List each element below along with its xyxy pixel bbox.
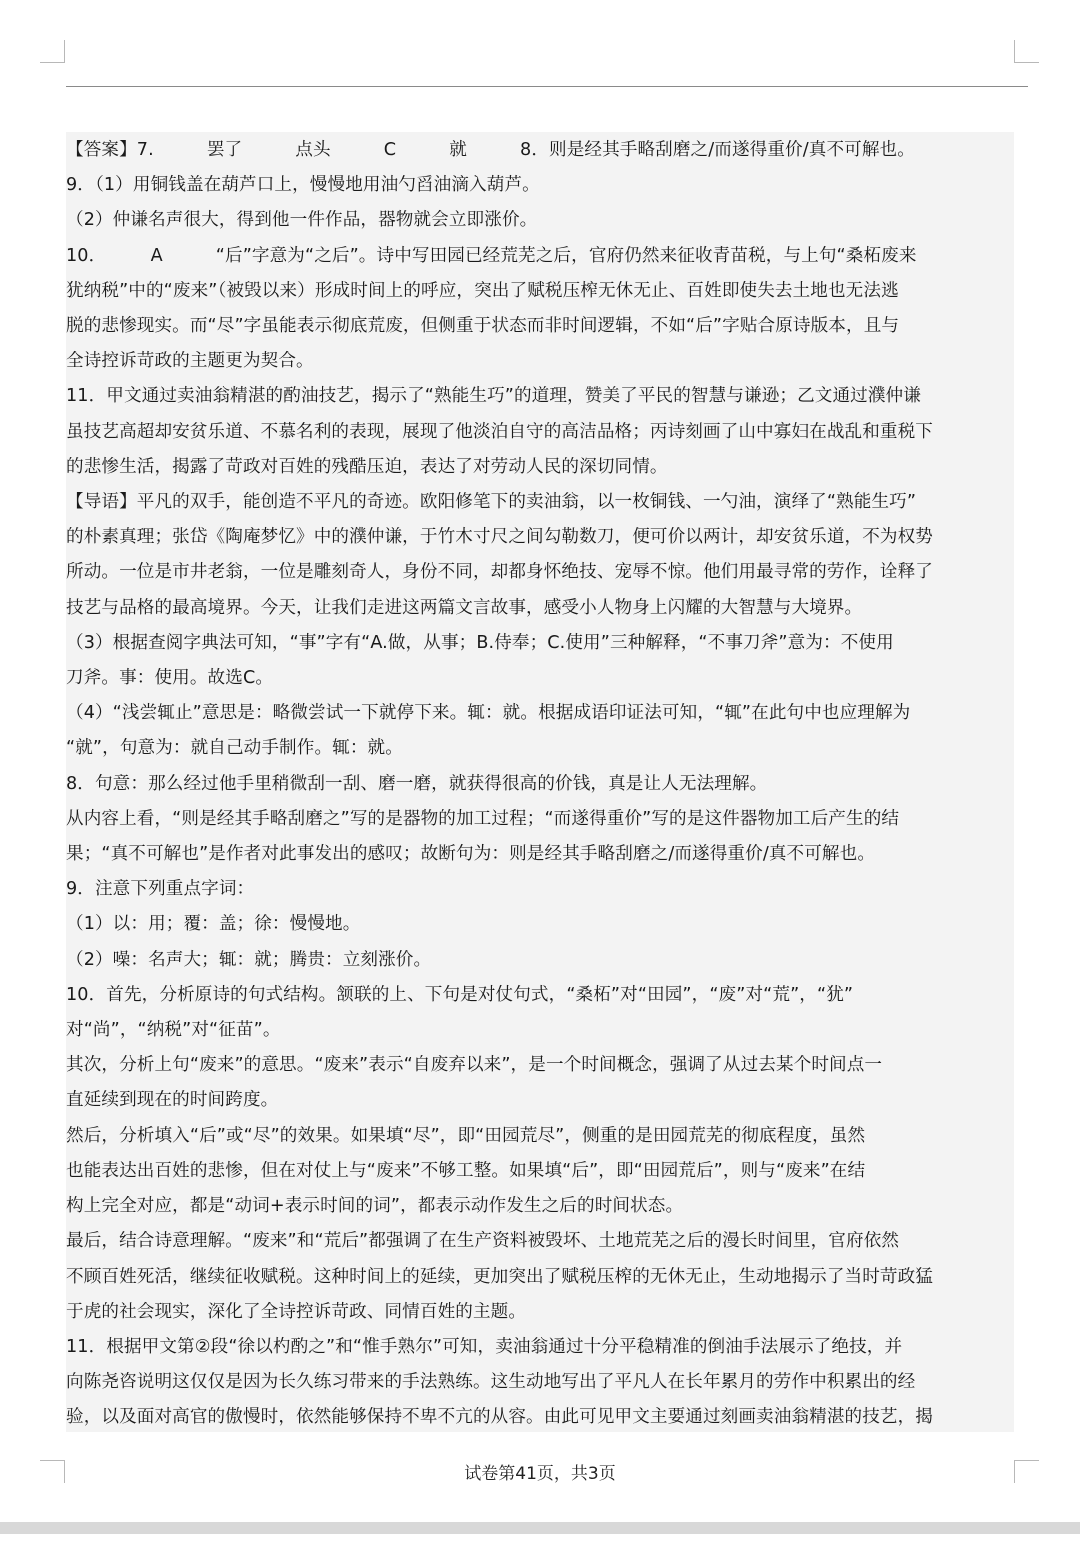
header-rule	[66, 86, 1028, 87]
text-line: 向陈尧咨说明这仅仅是因为长久练习带来的手法熟练。这生动地写出了平凡人在长年累月的劳作中积累出的经	[66, 1372, 916, 1393]
text-line: 不顾百姓死活，继续征收赋税。这种时间上的延续，更加突出了赋税压榨的无休无止，生动地揭示了当时苛政猛	[66, 1266, 933, 1287]
text-line: 11．甲文通过卖油翁精湛的酌油技艺，揭示了“熟能生巧”的道理，赞美了平民的智慧与谦逊；乙文通过濮仲谦	[66, 386, 921, 407]
text-line: 【导语】平凡的双手，能创造不平凡的奇迹。欧阳修笔下的卖油翁，以一枚铜钱、一勺油，演绎了“熟能生巧”	[66, 492, 917, 513]
text-line: 构上完全对应，都是“动词+表示时间的词”，都表示动作发生之后的时间状态。	[66, 1196, 684, 1217]
text-line: 直延续到现在的时间跨度。	[66, 1090, 279, 1111]
text-line: （2）噪：名声大；辄：就；腾贵：立刻涨价。	[66, 949, 432, 970]
page-bottom-band	[0, 1522, 1080, 1534]
text-line: 【答案】7. 罢了 点头 C 就 8．则是经其手略刮磨之/而遂得重价/真不可解也。	[66, 140, 915, 160]
text-line: 虽技艺高超却安贫乐道、不慕名利的表现，展现了他淡泊自守的高洁品格；丙诗刻画了山中寡妇在战乱和重税下	[66, 421, 933, 442]
corner-mark-top-right	[1014, 40, 1039, 63]
text-line: 刀斧。事：使用。故选C。	[66, 668, 274, 689]
text-line: 其次，分析上句“废来”的意思。“废来”表示“自废弃以来”，是一个时间概念，强调了从过去某个时间点一	[66, 1055, 883, 1076]
text-line: （1）以：用；覆：盖；徐：慢慢地。	[66, 914, 361, 935]
text-line: 10．首先，分析原诗的句式结构。颔联的上、下句是对仗句式，“桑柘”对“田园”，“废”对“荒”，“犹”	[66, 984, 854, 1005]
text-line: “就”，句意为：就自己动手制作。辄：就。	[66, 738, 403, 759]
text-line: 然后，分析填入“后”或“尽”的效果。如果填“尽”，即“田园荒尽”，侧重的是田园荒芜的彻底程度，虽然	[66, 1125, 866, 1146]
text-line: 从内容上看，“则是经其手略刮磨之”写的是器物的加工过程；“而遂得重价”写的是这件器物加工后产生的结	[66, 808, 900, 829]
page-footer: 试卷第41页，共3页	[464, 1464, 616, 1484]
text-line: 9．注意下列重点字词：	[66, 879, 255, 900]
text-line: 脱的悲惨现实。而“尽”字虽能表示彻底荒废，但侧重于状态而非时间逻辑，不如“后”字贴合原诗版本，且与	[66, 316, 900, 337]
text-line: 验，以及面对高官的傲慢时，依然能够保持不卑不亢的从容。由此可见甲文主要通过刻画卖油翁精湛的技艺，揭	[66, 1407, 933, 1428]
text-line: 果；“真不可解也”是作者对此事发出的感叹；故断句为：则是经其手略刮磨之/而遂得重价/真不可解也。	[66, 844, 876, 865]
text-line: 的朴素真理；张岱《陶庵梦忆》中的濮仲谦，于竹木寸尺之间勾勒数刀，便可价以两计，却安贫乐道，不为权势	[66, 527, 933, 548]
text-line: （4）“浅尝辄止”意思是：略微尝试一下就停下来。辄：就。根据成语印证法可知，“辄”在此句中也应理解为	[66, 703, 911, 724]
text-line: 技艺与品格的最高境界。今天，让我们走进这两篇文言故事，感受小人物身上闪耀的大智慧与大境界。	[66, 597, 863, 618]
text-line: 也能表达出百姓的悲惨，但在对仗上与“废来”不够工整。如果填“后”，即“田园荒后”，则与“废来”在结	[66, 1160, 866, 1181]
text-line: 所动。一位是市井老翁，一位是雕刻奇人，身份不同，却都身怀绝技、宠辱不惊。他们用最寻常的劳作，诠释了	[66, 562, 933, 583]
text-line: 10． A “后”字意为“之后”。诗中写田园已经荒芜之后，官府仍然来征收青苗税，与上句“桑柘废来	[66, 245, 917, 266]
text-line: 8．句意：那么经过他手里稍微刮一刮、磨一磨，就获得很高的价钱，真是让人无法理解。	[66, 773, 768, 794]
text-line: 于虎的社会现实，深化了全诗控诉苛政、同情百姓的主题。	[66, 1301, 527, 1322]
answer-text-block	[66, 132, 1014, 1432]
text-line: 的悲惨生活，揭露了苛政对百姓的残酷压迫，表达了对劳动人民的深切同情。	[66, 456, 668, 477]
text-line: 11．根据甲文第②段“徐以杓酌之”和“惟手熟尔”可知，卖油翁通过十分平稳精准的倒油手法展示了绝技，并	[66, 1336, 903, 1357]
text-line: （2）仲谦名声很大，得到他一件作品，器物就会立即涨价。	[66, 210, 538, 231]
text-line: 最后，结合诗意理解。“废来”和“荒后”都强调了在生产资料被毁坏、土地荒芜之后的漫长时间里，官府依然	[66, 1231, 900, 1252]
text-line: 全诗控诉苛政的主题更为契合。	[66, 351, 314, 372]
text-line: （3）根据查阅字典法可知，“事”字有“A.做，从事；B.侍奉；C.使用”三种解释，“不事刀斧”意为：不使用	[66, 632, 894, 653]
text-line: 9．（1）用铜钱盖在葫芦口上，慢慢地用油勺舀油滴入葫芦。	[66, 175, 540, 196]
corner-mark-top-left	[40, 40, 65, 63]
text-line: 犹纳税”中的“废来”（被毁以来）形成时间上的呼应，突出了赋税压榨无休无止、百姓即使失去土地也无法逃	[66, 280, 899, 301]
text-line: 对“尚”，“纳税”对“征苗”。	[66, 1020, 281, 1041]
